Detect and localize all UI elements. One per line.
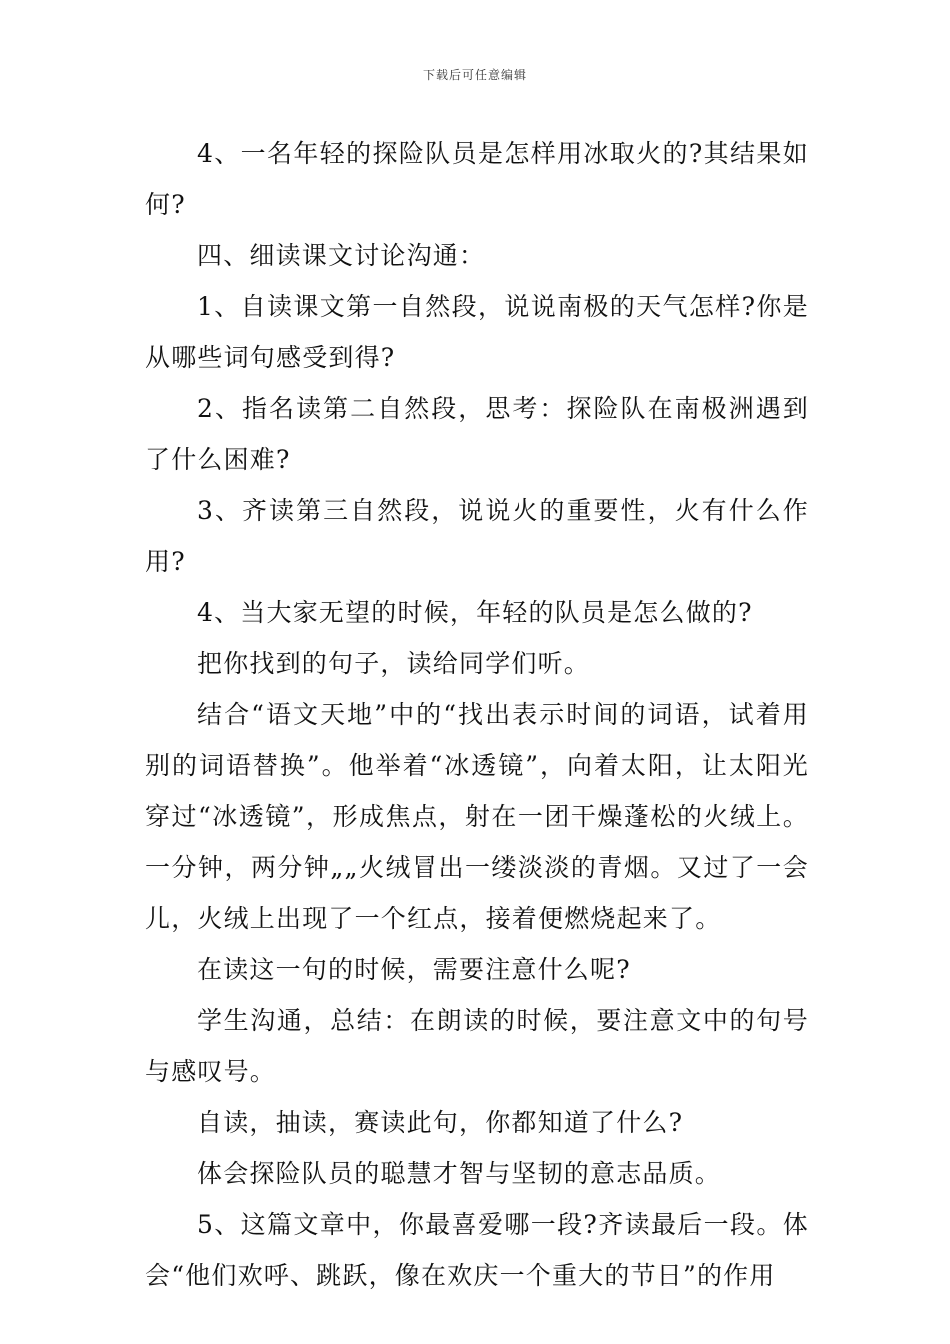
paragraph-section-four-heading: 四、细读课文讨论沟通： — [197, 241, 486, 270]
paragraph-self-reading: 自读，抽读，赛读此句，你都知道了什么? — [197, 1108, 684, 1137]
paragraph-q4-ice-fire: 4、一名年轻的探险队员是怎样用冰取火的?其结果如何? — [145, 139, 809, 219]
paragraph-item-3: 3、齐读第三自然段，说说火的重要性，火有什么作用? — [145, 496, 809, 576]
page-header-note: 下载后可任意编辑 — [422, 68, 527, 82]
document-body — [145, 128, 809, 1301]
paragraph-quoted-passage: 结合“语文天地”中的“找出表示时间的词语，试着用别的词语替换”。他举着“冰透镜”，向着太阳，让太阳光穿过“冰透镜”，形成焦点，射在一团干燥蓬松的火绒上。一分钟，两分钟„„火绒冒出一缕淡淡的青烟。又过了一会儿，火绒上出现了一个红点，接着便燃烧起来了。 — [145, 700, 809, 933]
paragraph-student-summary: 学生沟通，总结：在朗读的时候，要注意文中的句号与感叹号。 — [145, 1006, 809, 1086]
paragraph-item-4: 4、当大家无望的时候，年轻的队员是怎么做的? — [197, 598, 753, 627]
paragraph-read-aloud: 把你找到的句子，读给同学们听。 — [197, 649, 591, 678]
paragraph-item-1: 1、自读课文第一自然段，说说南极的天气怎样?你是从哪些词句感受到得? — [145, 292, 809, 372]
paragraph-item-2: 2、指名读第二自然段，思考：探险队在南极洲遇到了什么困难? — [145, 394, 809, 474]
paragraph-item-5: 5、这篇文章中，你最喜爱哪一段?齐读最后一段。体会“他们欢呼、跳跃，像在欢庆一个重大的节日”的作用 — [145, 1210, 809, 1290]
paragraph-reading-question: 在读这一句的时候，需要注意什么呢? — [197, 955, 631, 984]
paragraph-appreciation: 体会探险队员的聪慧才智与坚韧的意志品质。 — [197, 1159, 722, 1188]
